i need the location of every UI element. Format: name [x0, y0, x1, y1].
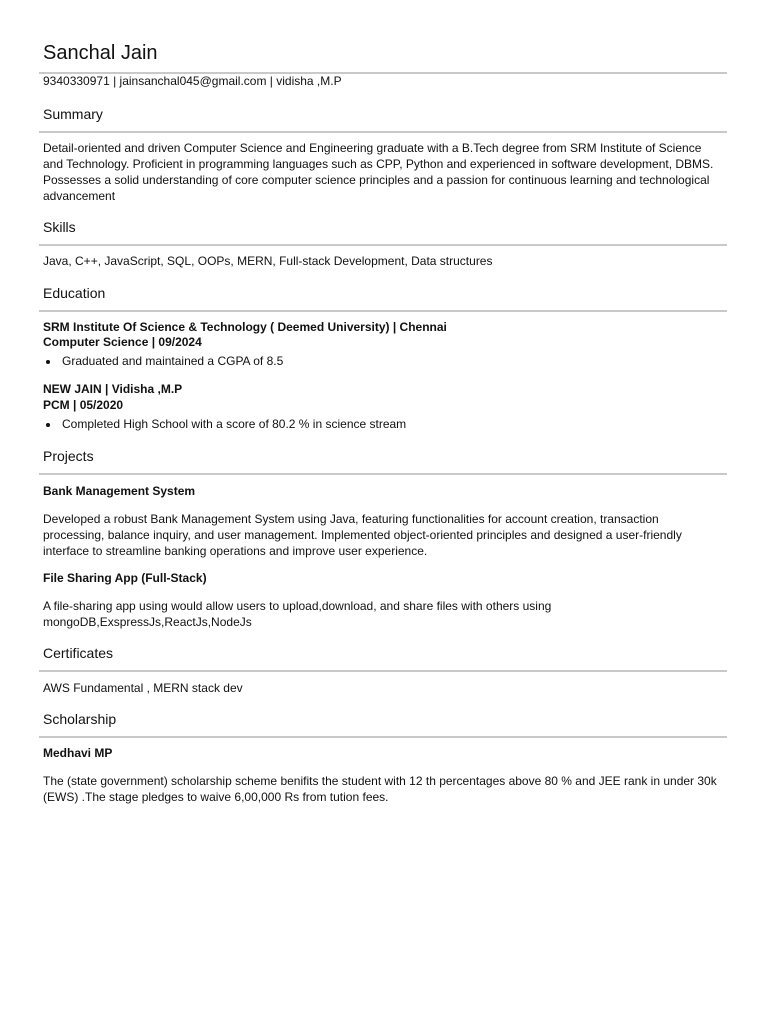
education-degree: Computer Science | 09/2024	[43, 335, 202, 349]
summary-text: Detail-oriented and driven Computer Science and Engineering graduate with a B.Tech degree from SRM Institute of Science and Technology. Proficient in programming languages such as CPP, Python and experienced in software development, DBMS. Possesses a solid understanding of core computer science principles and a passion for continuous learning and technological advancement	[43, 141, 714, 203]
skills-heading: Skills	[43, 219, 76, 235]
certificates-text: AWS Fundamental , MERN stack dev	[43, 681, 243, 695]
summary-divider	[39, 131, 727, 133]
education-divider	[39, 310, 727, 312]
scholarship-name: Medhavi MP	[43, 746, 113, 760]
contact-line: 9340330971 | jainsanchal045@gmail.com | vidisha ,M.P	[43, 74, 342, 88]
scholarship-divider	[39, 736, 727, 738]
project-name: Bank Management System	[43, 484, 196, 498]
certificates-divider	[39, 670, 727, 672]
header-divider	[39, 72, 727, 74]
education-bullet-text: Completed High School with a score of 80.2 % in science stream	[62, 417, 407, 431]
projects-heading: Projects	[43, 448, 94, 464]
education-institution: NEW JAIN | Vidisha ,M.P	[43, 382, 183, 396]
skills-divider	[39, 244, 727, 246]
summary-heading: Summary	[43, 106, 103, 122]
project-name: File Sharing App (Full-Stack)	[43, 571, 207, 585]
education-bullet-text: Graduated and maintained a CGPA of 8.5	[62, 354, 284, 368]
scholarship-heading: Scholarship	[43, 711, 117, 727]
projects-divider	[39, 473, 727, 475]
project-description: A file-sharing app using would allow users to upload,download, and share files with others using mongoDB,ExspressJs,ReactJs,NodeJs	[43, 599, 552, 629]
education-institution: SRM Institute Of Science & Technology ( Deemed University) | Chennai	[43, 320, 447, 334]
education-degree: PCM | 05/2020	[43, 398, 124, 412]
education-heading: Education	[43, 285, 106, 301]
project-description: Developed a robust Bank Management System using Java, featuring functionalities for account creation, transaction processing, balance inquiry, and user management. Implemented object-oriented principles and designed a user-friendly interface to streamline banking operations and improve user experience.	[43, 512, 682, 558]
bullet-dot	[46, 423, 50, 427]
skills-text: Java, C++, JavaScript, SQL, OOPs, MERN, Full-stack Development, Data structures	[43, 254, 493, 268]
scholarship-text: The (state government) scholarship scheme benifits the student with 12 th percentages above 80 % and JEE rank in under 30k (EWS) .The stage pledges to waive 6,00,000 Rs from tution fees.	[43, 774, 717, 804]
certificates-heading: Certificates	[43, 645, 114, 661]
bullet-dot	[46, 360, 50, 364]
candidate-name: Sanchal Jain	[43, 42, 158, 64]
